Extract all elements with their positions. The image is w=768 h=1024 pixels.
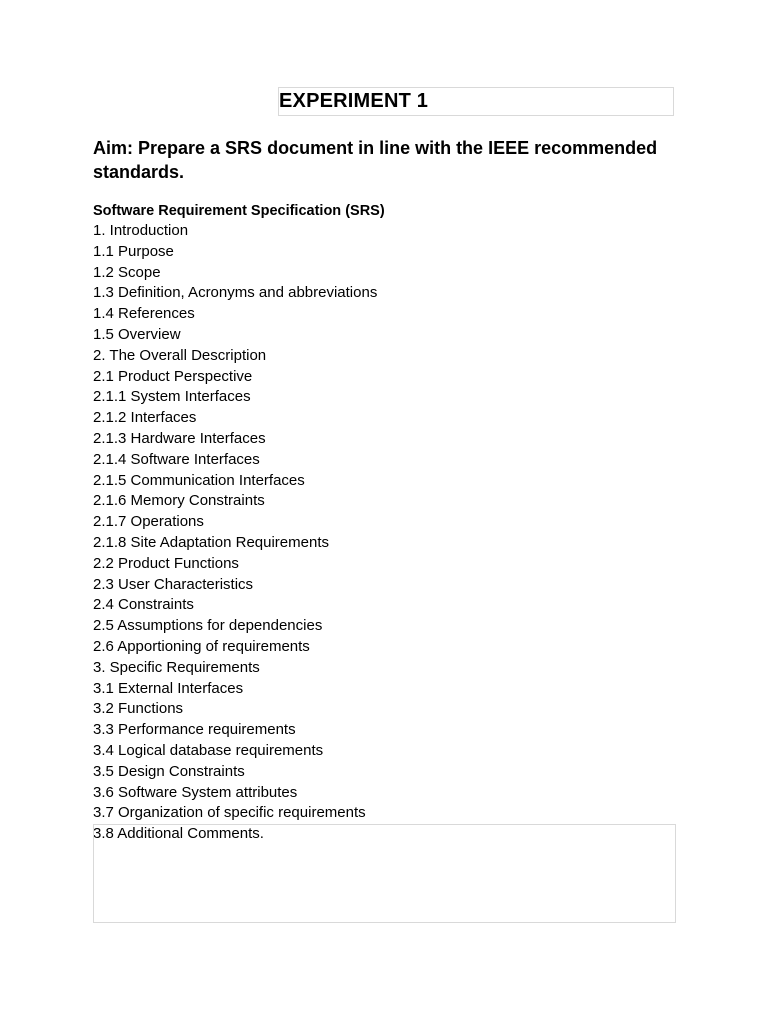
- toc-item: 3.8 Additional Comments.: [93, 825, 264, 843]
- aim-statement: Aim: Prepare a SRS document in line with the IEEE recommended standards.: [93, 138, 658, 182]
- toc-item: 2.1.3 Hardware Interfaces: [93, 429, 266, 447]
- toc-item: 3.3 Performance requirements: [93, 721, 296, 739]
- toc-item: 2. The Overall Description: [93, 346, 267, 364]
- comment-box: [93, 824, 676, 923]
- document-title: EXPERIMENT 1: [279, 90, 429, 112]
- toc-item: 2.1.8 Site Adaptation Requirements: [93, 533, 329, 551]
- toc-item: 2.2 Product Functions: [93, 554, 239, 572]
- toc-item: 2.1.1 System Interfaces: [93, 388, 251, 406]
- toc-item: 2.1.5 Communication Interfaces: [93, 471, 305, 489]
- toc-item: 2.1.6 Memory Constraints: [93, 492, 265, 510]
- toc-item: 2.6 Apportioning of requirements: [93, 637, 310, 655]
- toc-item: 3.4 Logical database requirements: [93, 741, 324, 759]
- toc-item: 1.5 Overview: [93, 325, 181, 343]
- toc-item: 2.1.7 Operations: [93, 513, 204, 531]
- toc-heading: Software Requirement Specification (SRS): [93, 203, 385, 219]
- toc-list: [93, 221, 377, 845]
- toc-item: 1.2 Scope: [93, 263, 161, 281]
- toc-item: 2.5 Assumptions for dependencies: [93, 617, 323, 635]
- toc-item: 1.1 Purpose: [93, 242, 174, 260]
- toc-item: 1. Introduction: [93, 222, 189, 239]
- toc-item: 3.7 Organization of specific requirements: [93, 804, 366, 822]
- toc-item: 3.2 Functions: [93, 700, 184, 718]
- toc-item: 3.1 External Interfaces: [93, 679, 244, 697]
- toc-item: 3. Specific Requirements: [93, 658, 260, 676]
- toc-item: 2.1 Product Perspective: [93, 367, 253, 385]
- toc-item: 2.4 Constraints: [93, 596, 194, 614]
- toc-item: 1.4 References: [93, 305, 195, 323]
- toc-item: 2.3 User Characteristics: [93, 575, 254, 593]
- toc-item: 1.3 Definition, Acronyms and abbreviations: [93, 284, 378, 302]
- toc-item: 3.5 Design Constraints: [93, 762, 245, 780]
- toc-item: 2.1.4 Software Interfaces: [93, 450, 260, 468]
- toc-item: 3.6 Software System attributes: [93, 783, 298, 801]
- toc-item: 2.1.2 Interfaces: [93, 409, 197, 427]
